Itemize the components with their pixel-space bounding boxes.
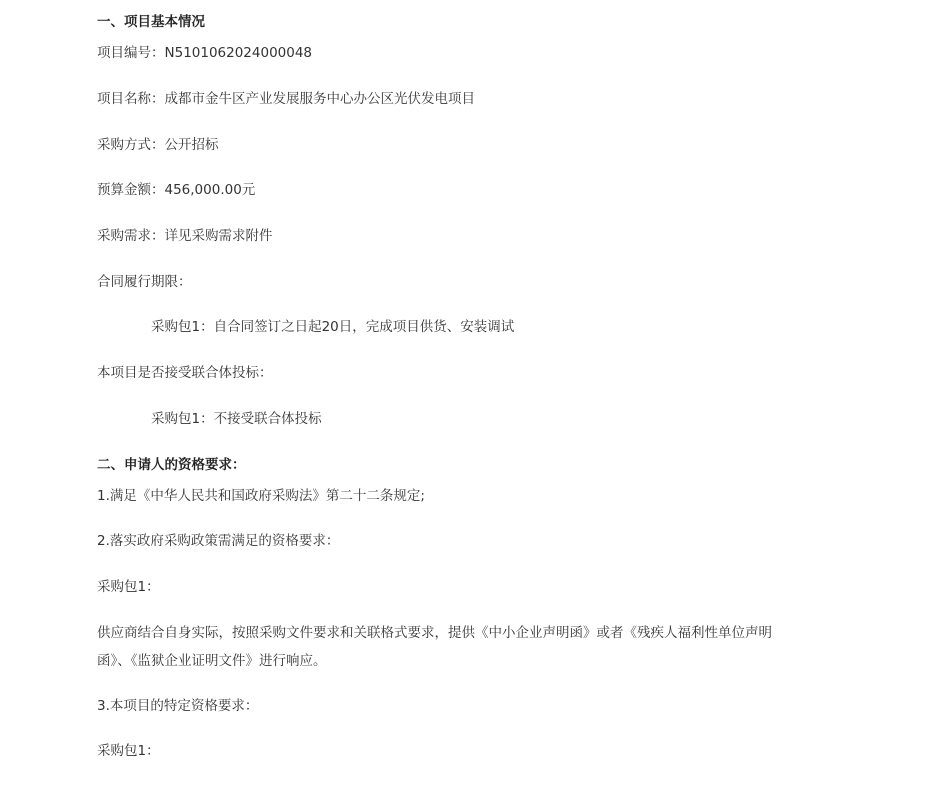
contract-period-package: 采购包1：自合同签订之日起20日，完成项目供货、安装调试 <box>151 319 515 335</box>
qualification-item-3-package: 采购包1： <box>97 743 160 759</box>
section1-heading: 一、项目基本情况 <box>97 14 205 30</box>
budget-amount: 预算金额：456,000.00元 <box>97 182 256 198</box>
qualification-item-3: 3.本项目的特定资格要求： <box>97 698 259 714</box>
project-name: 项目名称：成都市金牛区产业发展服务中心办公区光伏发电项目 <box>97 91 475 107</box>
qualification-item-2: 2.落实政府采购政策需满足的资格要求： <box>97 533 340 549</box>
procurement-method: 采购方式：公开招标 <box>97 137 219 153</box>
consortium-package: 采购包1：不接受联合体投标 <box>151 411 322 427</box>
consortium-label: 本项目是否接受联合体投标： <box>97 365 273 381</box>
procurement-requirement: 采购需求：详见采购需求附件 <box>97 228 273 244</box>
project-number: 项目编号：N5101062024000048 <box>97 45 313 61</box>
contract-period-label: 合同履行期限： <box>97 274 192 290</box>
section2-heading: 二、申请人的资格要求： <box>97 457 246 473</box>
qualification-item-2-text: 供应商结合自身实际，按照采购文件要求和关联格式要求，提供《中小企业声明函》或者《残疾人福利性单位声明函》、《监狱企业证明文件》进行响应。 <box>97 625 772 669</box>
qualification-item-1: 1.满足《中华人民共和国政府采购法》第二十二条规定; <box>97 488 425 504</box>
qualification-item-2-package: 采购包1： <box>97 579 160 595</box>
